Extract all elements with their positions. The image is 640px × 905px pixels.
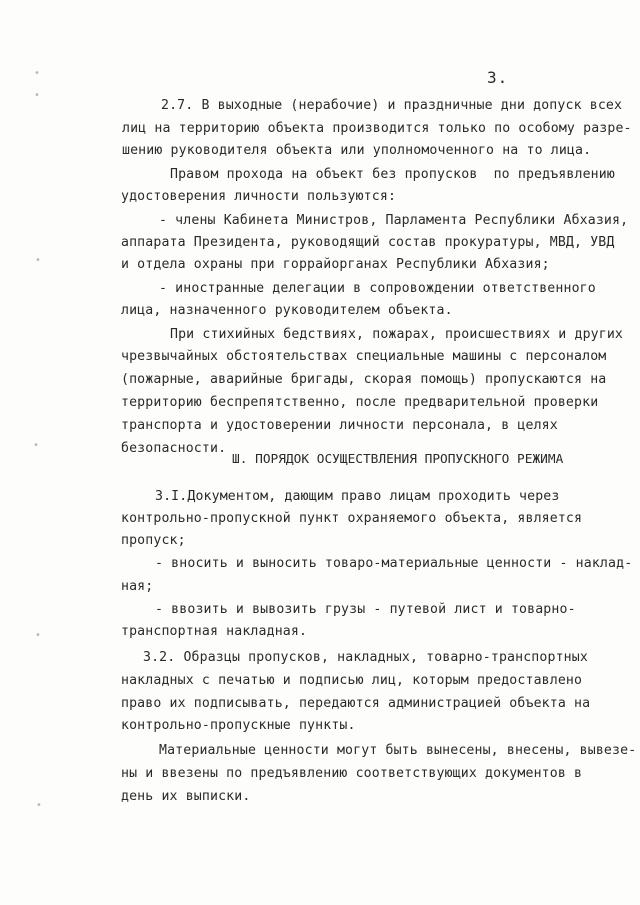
text-line: шению руководителя объекта или уполномоченного на то лица. [122,143,592,158]
text-line: - ввозить и вывозить грузы - путевой лист и товарно- [155,602,576,617]
text-line: 3.2. Образцы пропусков, накладных, товарно-транспортных [143,650,588,665]
margin-mark: • [33,440,39,451]
text-line: удостоверения личности пользуются: [121,189,397,204]
text-line: лица, назначенного руководителем объекта. [121,303,453,318]
margin-mark: • [34,68,40,79]
margin-mark: • [34,90,40,101]
text-line: контрольно-пропускной пункт охраняемого объекта, является [121,511,583,526]
margin-mark: • [35,630,41,641]
text-line: безопасности. [121,441,227,456]
margin-mark: • [36,800,42,811]
text-line: 2.7. В выходные (нерабочие) и праздничные дни допуск всех [161,98,623,113]
page-number: 3. [487,68,509,87]
text-line: 3.I.Документом, дающим право лицам проходить через [155,489,560,504]
text-line: пропуск; [121,533,186,548]
text-line: - вносить и выносить товаро-материальные ценности - наклад- [155,556,633,571]
text-line: транспортная накладная. [121,624,308,639]
text-line: ны и ввезены по предъявлению соответствующих документов в [121,766,583,781]
text-line: (пожарные, аварийные бригады, скорая помощь) пропускаются на [121,372,607,387]
text-line: право их подписывать, передаются администрацией объекта на [121,696,591,711]
text-line: Правом прохода на объект без пропусков по предъявлению [170,167,615,182]
text-line: ная; [121,579,154,594]
text-line: При стихийных бедствиях, пожарах, происшествиях и других [170,327,624,342]
text-line: аппарата Президента, руководящий состав прокуратуры, МВД, УВД [121,235,615,250]
text-line: Материальные ценности могут быть вынесены, внесены, вывезе- [159,743,637,758]
text-line: - иностранные делегации в сопровождении ответственного [159,281,596,296]
text-line: - члены Кабинета Министров, Парламента Республики Абхазия, [159,213,629,228]
text-line: и отдела охраны при горрайорганах Республики Абхазия; [121,257,550,272]
margin-mark: • [35,255,41,266]
text-line: транспорта и удостоверении личности персонала, в целях [121,418,558,433]
section-heading: Ш. ПОРЯДОК ОСУЩЕСТВЛЕНИЯ ПРОПУСКНОГО РЕЖИМА [232,452,564,467]
text-line: накладных с печатью и подписью лиц, которым предоставлено [121,673,583,688]
text-line: территорию беспрепятственно, после предварительной проверки [121,395,599,410]
text-line: контрольно-пропускные пункты. [121,718,356,733]
text-line: чрезвычайных обстоятельствах специальные машины с персоналом [121,349,607,364]
text-line: день их выписки. [121,789,251,804]
text-line: лиц на территорию объекта производится только по особому разре- [122,121,632,136]
